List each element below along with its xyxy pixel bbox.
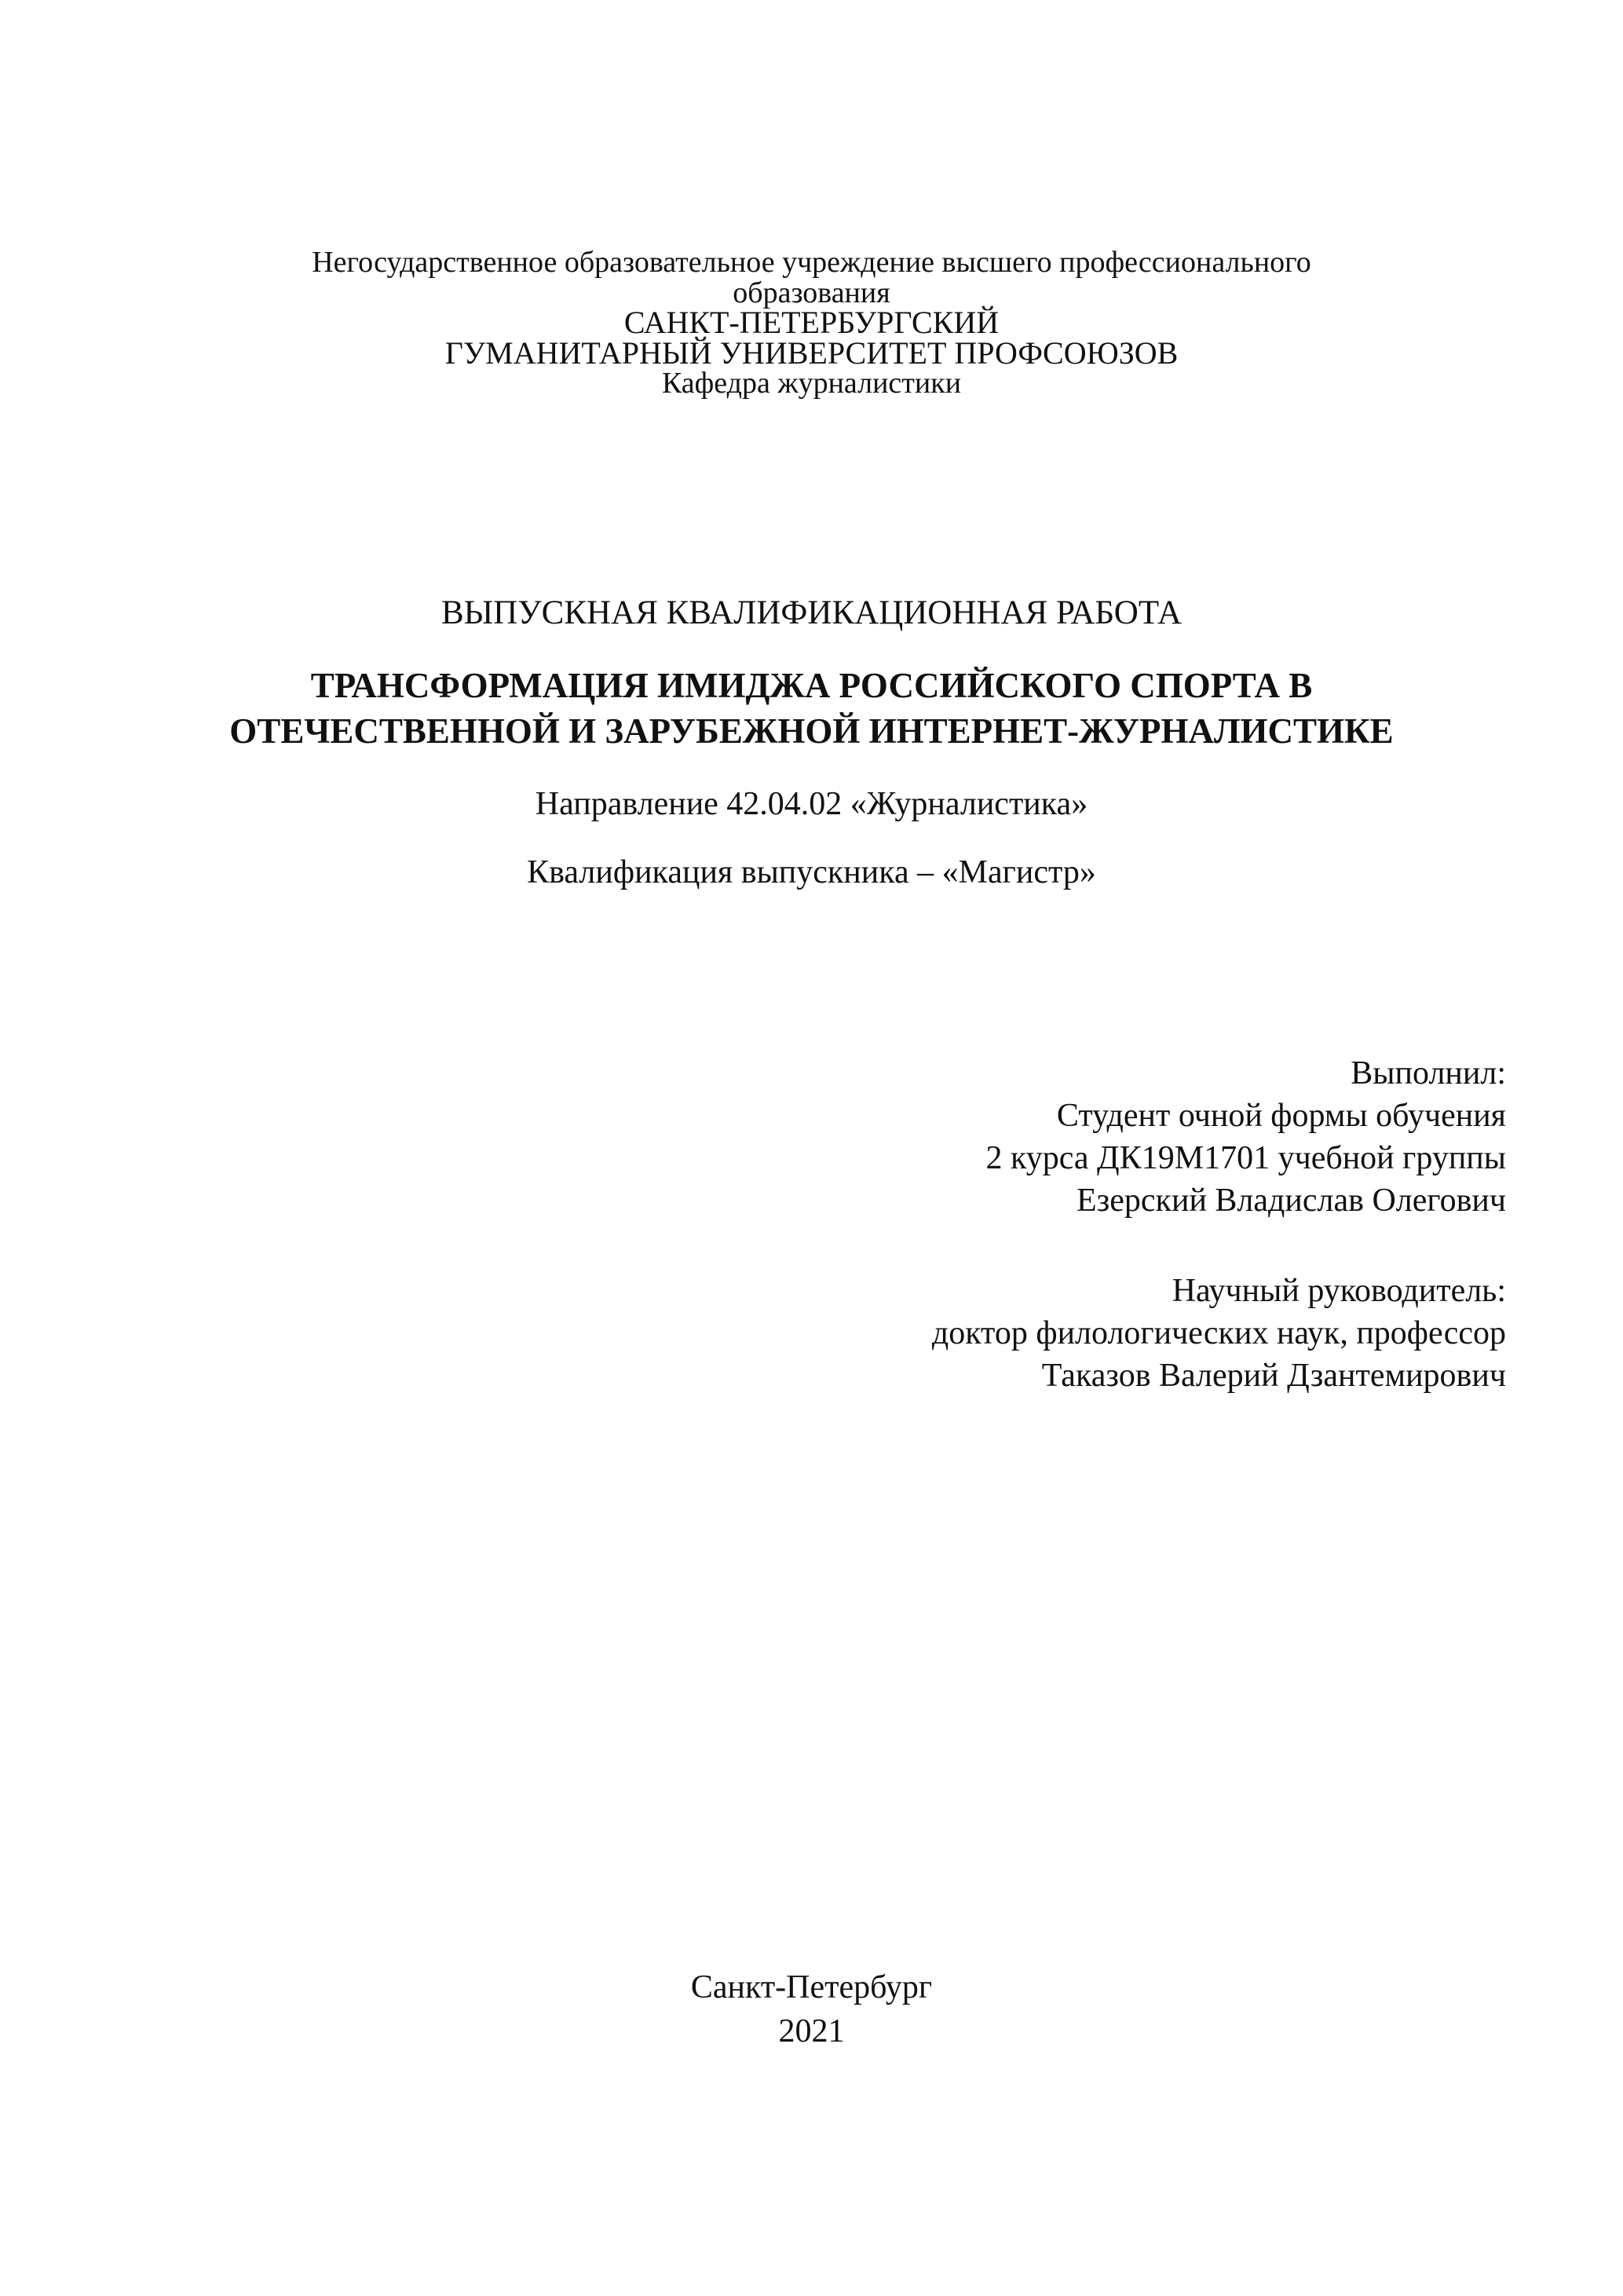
performer-label: Выполнил: (1351, 1055, 1506, 1091)
graduate-qualification-text: Квалификация выпускника – «Магистр» (527, 854, 1096, 890)
institution-type-continued: образования (733, 276, 890, 309)
year: 2021 (778, 2013, 845, 2049)
graduate-qualification (0, 852, 1623, 893)
footer (0, 1965, 1623, 2053)
university-name-line2: ГУМАНИТАРНЫЙ УНИВЕРСИТЕТ ПРОФСОЮЗОВ (444, 335, 1179, 371)
thesis-title-line2: ОТЕЧЕСТВЕННОЙ И ЗАРУБЕЖНОЙ ИНТЕРНЕТ-ЖУРНАЛИСТИКЕ (229, 711, 1394, 751)
study-direction-text: Направление 42.04.02 «Журналистика» (535, 786, 1088, 822)
supervisor-block (932, 1270, 1506, 1397)
supervisor-label: Научный руководитель: (1172, 1273, 1506, 1309)
thesis-title-line1: ТРАНСФОРМАЦИЯ ИМИДЖА РОССИЙСКОГО СПОРТА В (310, 666, 1313, 705)
university-name-line1: САНКТ-ПЕТЕРБУРГСКИЙ (623, 305, 1000, 340)
institution-type: Негосударственное образовательное учреждение высшего профессионального (312, 246, 1311, 279)
performer-name: Езерский Владислав Олегович (1077, 1183, 1506, 1219)
work-type-text: ВЫПУСКНАЯ КВАЛИФИКАЦИОННАЯ РАБОТА (440, 594, 1183, 631)
study-direction (0, 784, 1623, 824)
institution-header (0, 247, 1623, 399)
performer-study-form: Студент очной формы обучения (1056, 1098, 1506, 1134)
supervisor-degree: доктор филологических наук, профессор (931, 1315, 1506, 1351)
supervisor-name: Таказов Валерий Дзантемирович (1041, 1358, 1506, 1394)
city: Санкт-Петербург (690, 1969, 933, 2005)
work-type (0, 593, 1623, 634)
thesis-title (0, 663, 1623, 754)
performer-block (985, 1052, 1506, 1222)
performer-group: 2 курса ДК19М1701 учебной группы (985, 1140, 1506, 1176)
department-name: Кафедра журналистики (661, 367, 962, 400)
